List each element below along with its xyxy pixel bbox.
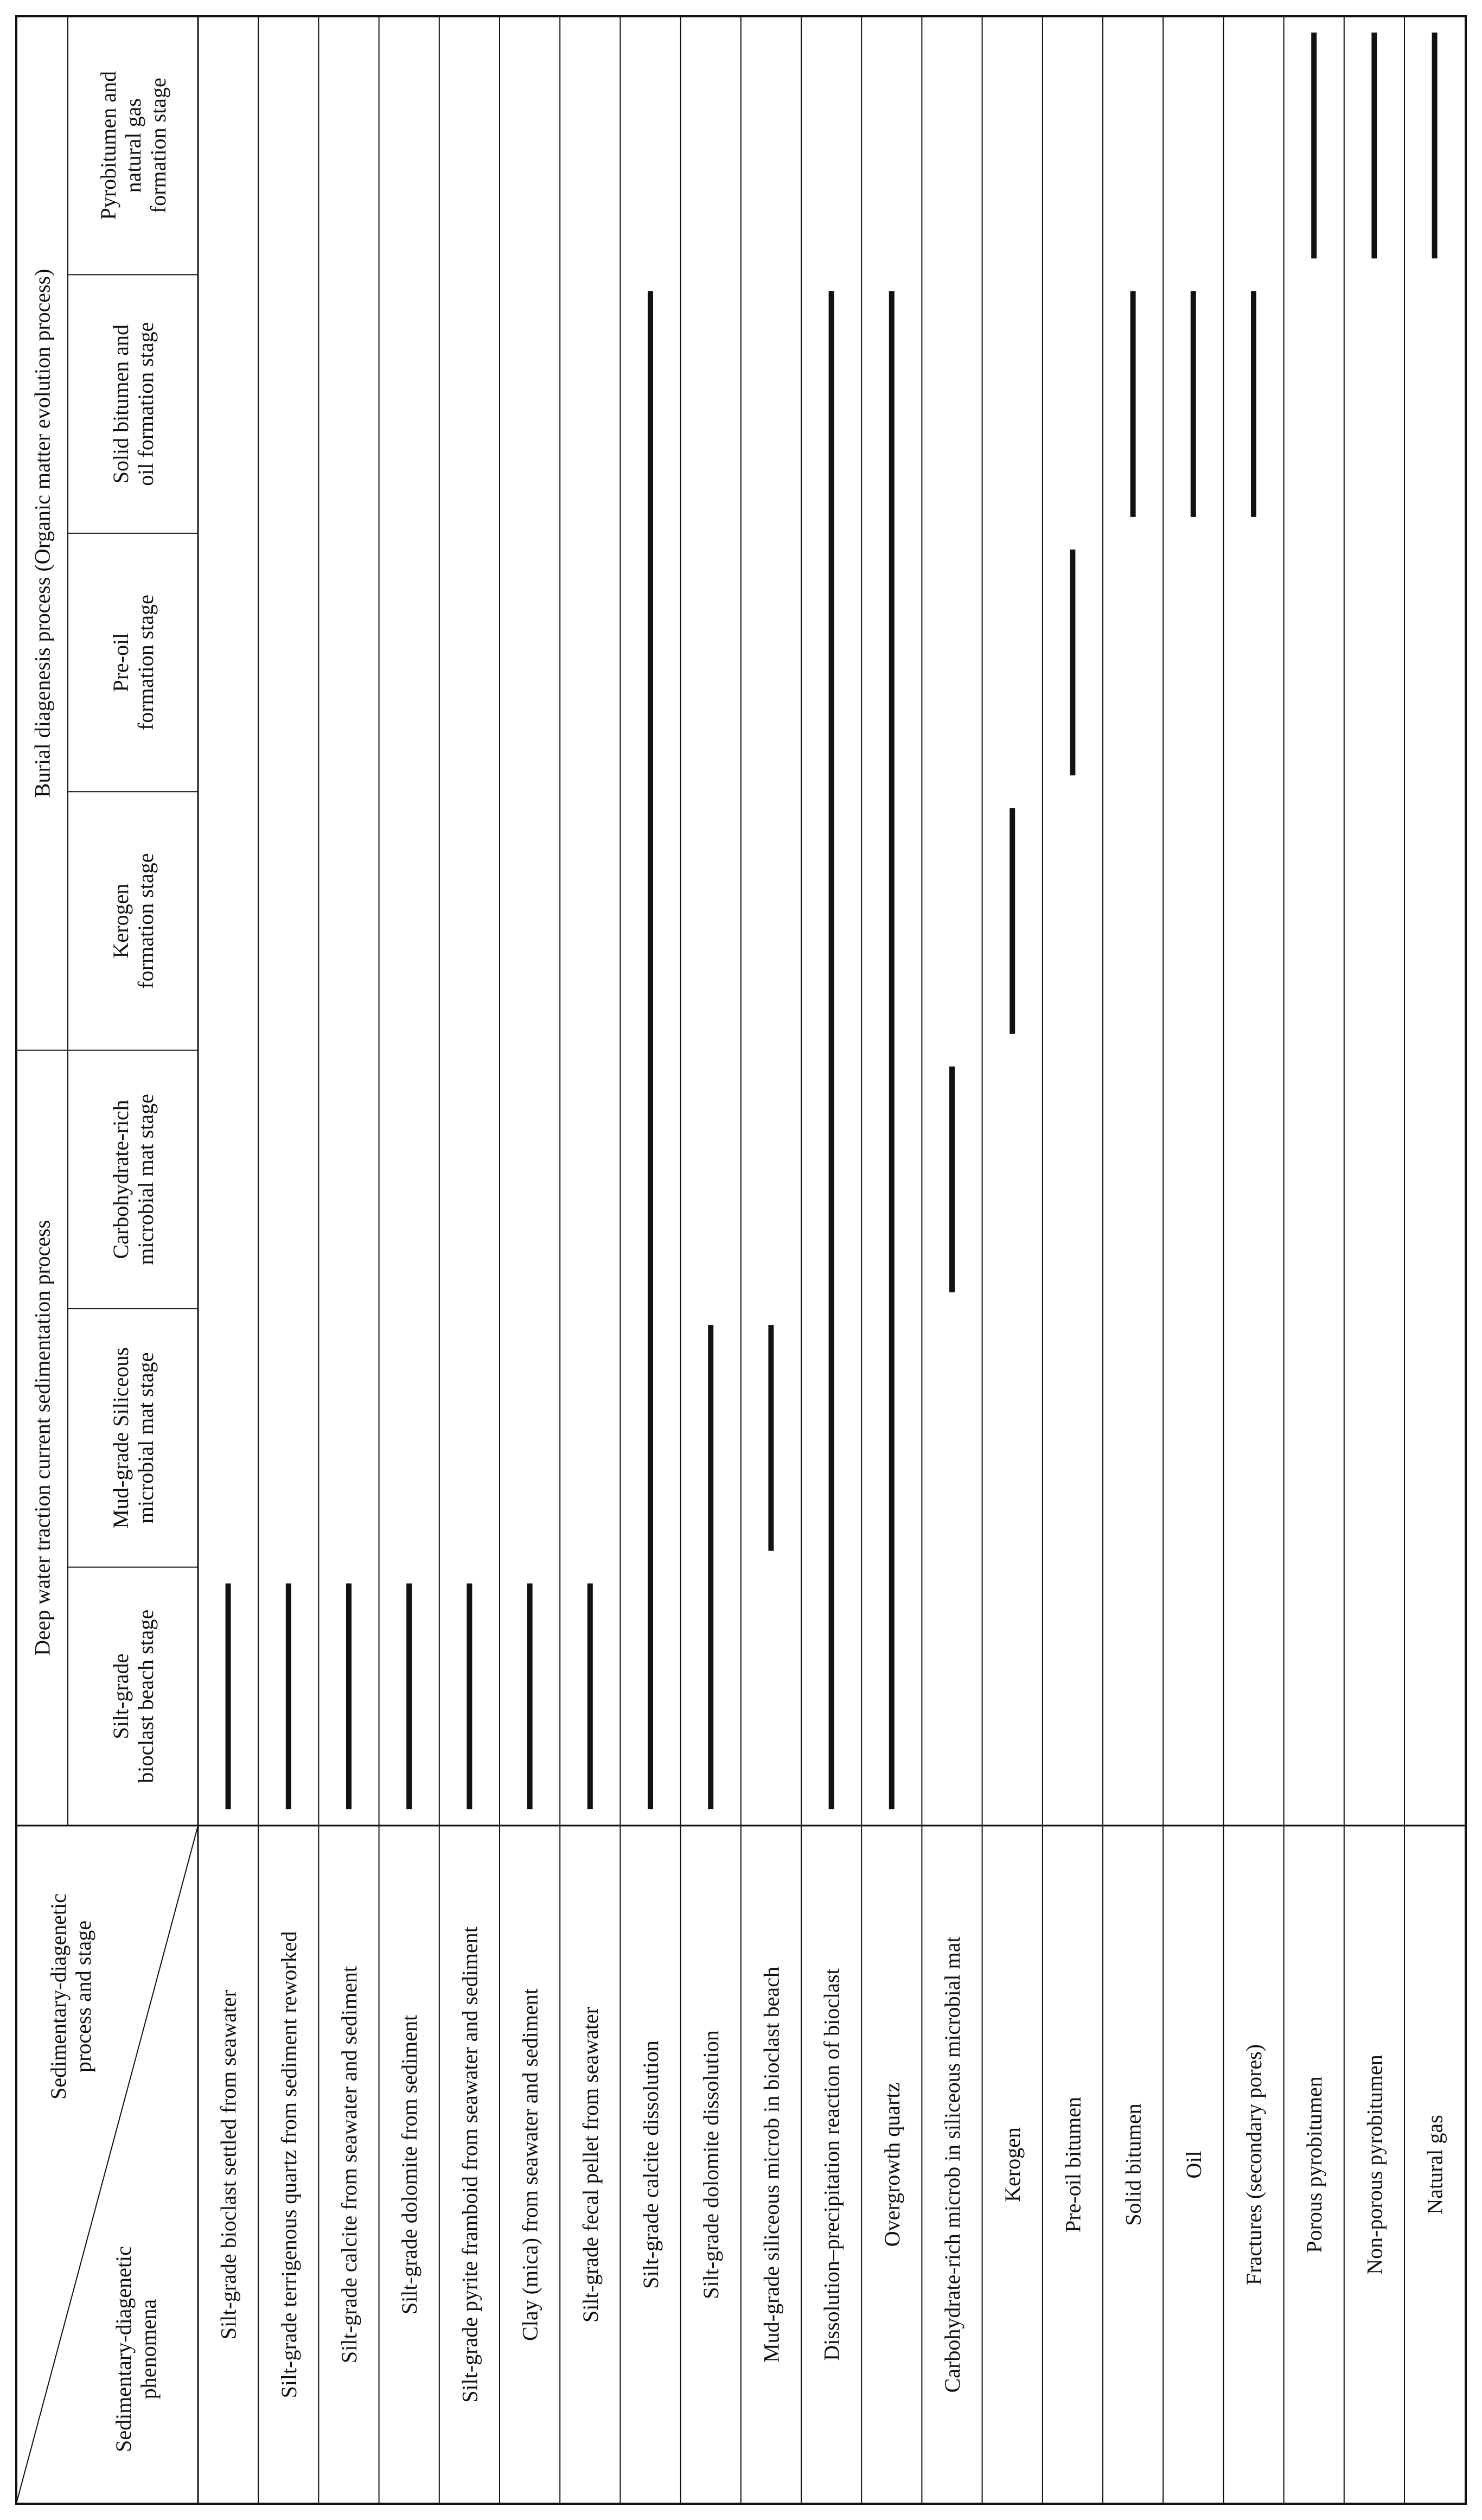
corner-diagonal-line — [16, 1826, 198, 2504]
stage-header-2-line: Mud-grade Siliceous — [108, 1347, 133, 1529]
phenomenon-label-14 — [1000, 2127, 1025, 2202]
corner-top-label-line: Sedimentary-diagenetic — [46, 1893, 71, 2100]
stage-header-3-line: microbial mat stage — [133, 1094, 158, 1265]
process-sedimentation-label-line: Deep water traction current sedimentation process — [30, 1220, 55, 1656]
stage-header-3-line: Carbohydrate-rich — [108, 1100, 133, 1259]
phenomenon-label-19-line: Porous pyrobitumen — [1302, 2076, 1327, 2253]
phenomenon-label-10 — [759, 1967, 783, 2363]
stage-header-6 — [108, 322, 158, 486]
phenomenon-label-1-line: Silt-grade bioclast settled from seawater — [216, 1989, 241, 2340]
phenomenon-label-8 — [638, 2040, 663, 2289]
phenomenon-label-6-line: Clay (mica) from seawater and sediment — [518, 1988, 542, 2341]
corner-bottom-label-line: Sedimentary-diagenetic — [111, 2246, 136, 2452]
phenomenon-label-13-line: Carbohydrate-rich microb in siliceous microbial mat — [940, 1936, 964, 2393]
phenomenon-label-7-line: Silt-grade fecal pellet from seawater — [578, 2007, 603, 2323]
stage-header-1-line: bioclast beach stage — [133, 1609, 158, 1783]
process-burial-label — [30, 269, 55, 798]
phenomenon-label-6 — [518, 1988, 542, 2341]
phenomenon-label-2 — [277, 1931, 301, 2398]
process-burial-label-line: Burial diagenesis process (Organic matter evolution process) — [30, 269, 55, 798]
phenomenon-label-14-line: Kerogen — [1000, 2127, 1025, 2202]
corner-top-label-line: process and stage — [71, 1921, 95, 2072]
phenomenon-label-4-line: Silt-grade dolomite from sediment — [397, 2014, 422, 2315]
stage-header-1-line: Silt-grade — [108, 1653, 133, 1739]
stage-header-3 — [108, 1094, 158, 1265]
stage-header-4 — [108, 853, 158, 989]
stage-header-7 — [96, 71, 170, 220]
stage-header-7-line: natural gas — [121, 98, 145, 193]
stage-header-7-line: formation stage — [146, 78, 170, 214]
corner-bottom-label — [111, 2246, 161, 2452]
phenomenon-label-18 — [1242, 2044, 1266, 2285]
stage-header-4-line: Kerogen — [108, 883, 133, 959]
stage-header-1 — [108, 1610, 158, 1783]
phenomenon-label-17 — [1181, 2151, 1206, 2178]
phenomenon-label-13 — [940, 1937, 964, 2393]
phenomenon-label-19 — [1302, 2076, 1326, 2253]
stage-header-6-line: oil formation stage — [133, 322, 158, 486]
phenomenon-label-21-line: Natural gas — [1422, 2115, 1447, 2215]
stage-header-2 — [108, 1347, 158, 1528]
phenomenon-label-1 — [216, 1990, 241, 2339]
stage-header-2-line: microbial mat stage — [133, 1352, 158, 1524]
phenomenon-label-7 — [578, 2007, 603, 2323]
phenomenon-label-8-line: Silt-grade calcite dissolution — [638, 2040, 663, 2289]
phenomenon-label-18-line: Fractures (secondary pores) — [1242, 2044, 1266, 2286]
phenomenon-label-9-line: Silt-grade dolomite dissolution — [699, 2030, 724, 2299]
phenomenon-label-3 — [337, 1966, 361, 2363]
phenomenon-label-11 — [820, 1968, 844, 2360]
phenomenon-label-21 — [1423, 2115, 1447, 2214]
phenomenon-label-3-line: Silt-grade calcite from seawater and sediment — [337, 1966, 361, 2363]
stage-header-5 — [108, 595, 158, 730]
phenomenon-label-20-line: Non-porous pyrobitumen — [1362, 2055, 1387, 2275]
phenomenon-label-4 — [397, 2015, 421, 2314]
phenomenon-label-16-line: Solid bitumen — [1121, 2103, 1146, 2226]
phenomenon-label-9 — [699, 2030, 723, 2299]
stage-header-4-line: formation stage — [133, 853, 158, 989]
phenomenon-label-20 — [1362, 2055, 1387, 2275]
corner-top-label — [46, 1893, 95, 2100]
phenomenon-label-12-line: Overgrowth quartz — [879, 2082, 904, 2247]
corner-bottom-label-line: phenomena — [136, 2299, 161, 2400]
process-sedimentation-label — [30, 1220, 55, 1656]
phenomenon-label-5 — [457, 1926, 482, 2402]
phenomenon-label-15 — [1061, 2097, 1085, 2232]
stage-header-5-line: formation stage — [133, 595, 158, 731]
stage-header-6-line: Solid bitumen and — [108, 324, 133, 484]
phenomenon-label-11-line: Dissolution–precipitation reaction of bioclast — [819, 1968, 844, 2361]
stage-header-5-line: Pre-oil — [108, 633, 133, 692]
phenomenon-label-12 — [880, 2083, 904, 2247]
phenomenon-label-16 — [1121, 2103, 1146, 2226]
phenomenon-label-5-line: Silt-grade pyrite framboid from seawater and sediment — [457, 1926, 482, 2403]
phenomenon-label-10-line: Mud-grade siliceous microb in bioclast beach — [759, 1967, 784, 2363]
phenomenon-label-17-line: Oil — [1181, 2151, 1206, 2179]
stage-header-7-line: Pyrobitumen and — [96, 71, 120, 220]
phenomenon-label-15-line: Pre-oil bitumen — [1061, 2097, 1085, 2232]
phenomenon-label-2-line: Silt-grade terrigenous quartz from sediment reworked — [276, 1931, 301, 2398]
